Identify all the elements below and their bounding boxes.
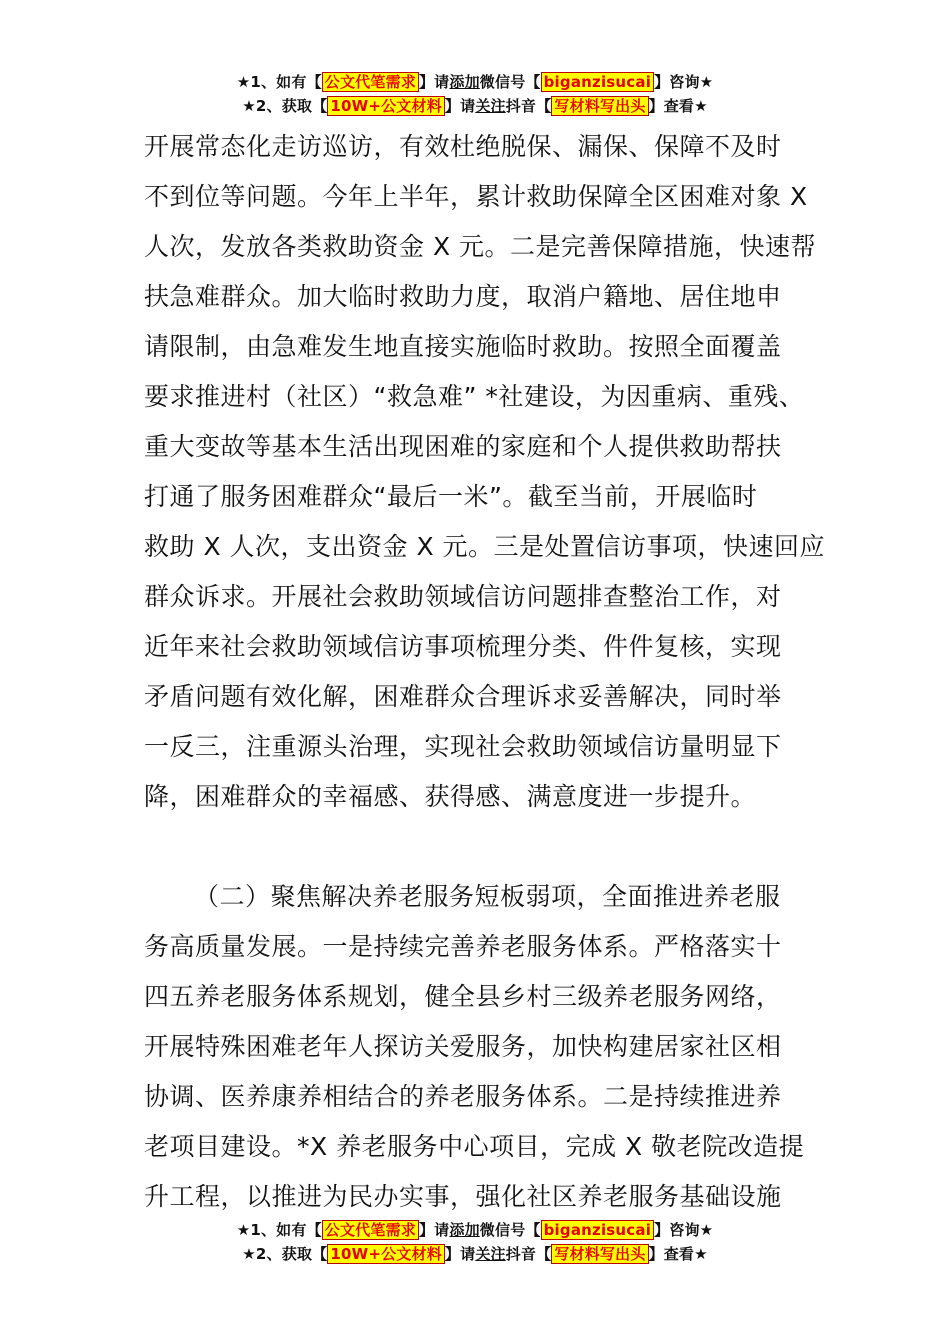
text-line: 老项目建设。*X 养老服务中心项目，完成 X 敬老院改造提 — [144, 1132, 805, 1161]
text-line: 群众诉求。开展社会救助领域信访问题排查整治工作，对 — [144, 582, 782, 611]
text-line: 近年来社会救助领域信访事项梳理分类、件件复核，实现 — [144, 632, 782, 661]
paragraph-2 — [144, 872, 844, 1222]
highlight-service: 公文代笔需求 — [322, 1220, 419, 1240]
text-line: 协调、医养康养相结合的养老服务体系。二是持续推进养 — [144, 1082, 782, 1111]
text-line: 要求推进村（社区）“救急难” *社建设，为因重病、重残、 — [144, 382, 805, 411]
highlight-wechat-id: biganzisucai — [541, 72, 654, 92]
highlight-douyin-account: 写材料写出头 — [551, 96, 648, 116]
text-line: 不到位等问题。今年上半年，累计救助保障全区困难对象 X — [144, 182, 808, 211]
text-line: 降，困难群众的幸福感、获得感、满意度进一步提升。 — [144, 782, 757, 811]
text-line: 人次，发放各类救助资金 X 元。二是完善保障措施，快速帮 — [144, 232, 817, 261]
banner-line-1: ★1、如有【 公文代笔需求 】请添加微信号【 biganzisucai 】咨询★ — [236, 73, 714, 91]
banner-line-2: ★2、获取【 10W+公文材料 】请关注抖音【 写材料写出头 】查看★ — [242, 1245, 708, 1263]
star-icon: ★ — [242, 1245, 256, 1263]
text-line: 救助 X 人次，支出资金 X 元。三是处置信访事项，快速回应 — [144, 532, 826, 561]
text-line: 四五养老服务体系规划，健全县乡村三级养老服务网络， — [144, 982, 782, 1011]
text-line: 务高质量发展。一是持续完善养老服务体系。严格落实十 — [144, 932, 782, 961]
text-line: 开展常态化走访巡访，有效杜绝脱保、漏保、保障不及时 — [144, 132, 782, 161]
highlight-materials: 10W+公文材料 — [327, 1244, 445, 1264]
star-icon: ★ — [242, 97, 256, 115]
highlight-service: 公文代笔需求 — [322, 72, 419, 92]
text-line: 请限制，由急难发生地直接实施临时救助。按照全面覆盖 — [144, 332, 782, 361]
star-icon: ★ — [236, 73, 251, 91]
banner-line-1: ★1、如有【 公文代笔需求 】请添加微信号【 biganzisucai 】咨询★ — [236, 1221, 714, 1239]
text-line: 升工程，以推进为民办实事，强化社区养老服务基础设施 — [144, 1182, 782, 1211]
highlight-douyin-account: 写材料写出头 — [551, 1244, 648, 1264]
text-line: 重大变故等基本生活出现困难的家庭和个人提供救助帮扶 — [144, 432, 782, 461]
highlight-materials: 10W+公文材料 — [327, 96, 445, 116]
text-line: 矛盾问题有效化解，困难群众合理诉求妥善解决，同时举 — [144, 682, 782, 711]
paragraph-spacer — [144, 822, 844, 872]
footer-banner — [0, 1218, 950, 1266]
header-banner — [0, 70, 950, 118]
star-icon: ★ — [236, 1221, 251, 1239]
highlight-wechat-id: biganzisucai — [541, 1220, 654, 1240]
section-heading-line: （二）聚焦解决养老服务短板弱项，全面推进养老服 — [194, 882, 781, 911]
text-line: 扶急难群众。加大临时救助力度，取消户籍地、居住地申 — [144, 282, 782, 311]
banner-line-2: ★2、获取【 10W+公文材料 】请关注抖音【 写材料写出头 】查看★ — [242, 97, 708, 115]
text-line: 一反三，注重源头治理，实现社会救助领域信访量明显下 — [144, 732, 782, 761]
paragraph-1 — [144, 122, 844, 822]
text-line: 开展特殊困难老年人探访关爱服务，加快构建居家社区相 — [144, 1032, 782, 1061]
document-body — [144, 122, 844, 1222]
text-line: 打通了服务困难群众“最后一米”。截至当前，开展临时 — [144, 482, 758, 511]
